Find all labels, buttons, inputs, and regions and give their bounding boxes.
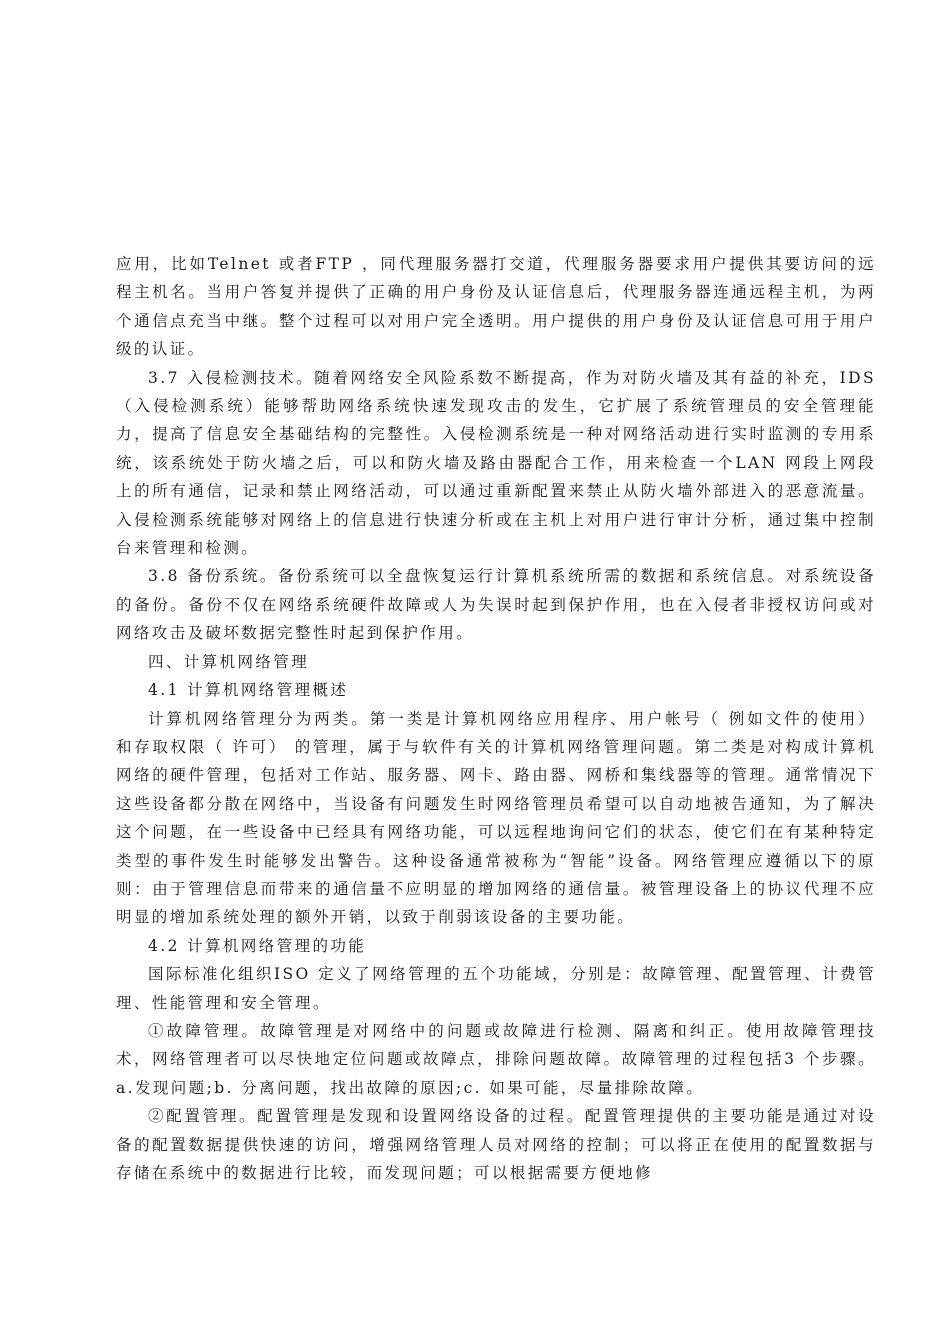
paragraph-3-7-intrusion-detection: 3.7 入侵检测技术。随着网络安全风险系数不断提高，作为对防火墙及其有益的补充，IDS （入侵检测系统）能够帮助网络系统快速发现攻击的发生，它扩展了系统管理员的安全管理能力，提高了信息安全基础结构的完整性。入侵检测系统是一种对网络活动进行实时监测的专用系统，该系统处于防火墙之后，可以和防火墙及路由器配合工作，用来检查一个LAN 网段上网段上的所有通信，记录和禁止网络活动，可以通过重新配置来禁止从防火墙外部进入的恶意流量。入侵检测系统能够对网络上的信息进行快速分析或在主机上对用户进行审计分析，通过集中控制台来管理和检测。 [116, 368, 876, 558]
paragraph-fault-management: ①故障管理。故障管理是对网络中的问题或故障进行检测、隔离和纠正。使用故障管理技术，网络管理者可以尽快地定位问题或故障点，排除问题故障。故障管理的过程包括3 个步骤。a.发现问题;b. 分离问题，找出故障的原因;c. 如果可能，尽量排除故障。 [116, 1021, 876, 1097]
paragraph-iso-functions: 国际标准化组织ISO 定义了网络管理的五个功能域，分别是：故障管理、配置管理、计费管理、性能管理和安全管理。 [116, 965, 876, 1012]
paragraph-3-8-backup-system: 3.8 备份系统。备份系统可以全盘恢复运行计算机系统所需的数据和系统信息。对系统设备的备份。备份不仅在网络系统硬件故障或人为失误时起到保护作用，也在入侵者非授权访问或对网络攻击及破坏数据完整性时起到保护作用。 [116, 567, 876, 643]
paragraph-4-1-overview: 计算机网络管理分为两类。第一类是计算机网络应用程序、用户帐号（ 例如文件的使用） 和存取权限（ 许可） 的管理，属于与软件有关的计算机网络管理问题。第二类是对构成计算机网络的硬件管理，包括对工作站、服务器、网卡、路由器、网桥和集线器等的管理。通常情况下这些设备都分散在网络中，当设备有问题发生时网络管理员希望可以自动地被告通知，为了解决这个问题，在一些设备中已经具有网络功能，可以远程地询问它们的状态，使它们在有某种特定类型的事件发生时能够发出警告。这种设备通常被称为“智能”设备。网络管理应遵循以下的原则：由于管理信息而带来的通信量不应明显的增加网络的通信量。被管理设备上的协议代理不应明显的增加系统处理的额外开销，以致于削弱该设备的主要功能。 [116, 709, 876, 927]
paragraph-proxy-continuation: 应用，比如Telnet 或者FTP ，同代理服务器打交道，代理服务器要求用户提供其要访问的远程主机名。当用户答复并提供了正确的用户身份及认证信息后，代理服务器连通远程主机，为两个通信点充当中继。整个过程可以对用户完全透明。用户提供的用户身份及认证信息可用于用户级的认证。 [116, 255, 876, 359]
subsection-heading-4-2: 4.2 计算机网络管理的功能 [148, 936, 367, 955]
subsection-heading-4-1: 4.1 计算机网络管理概述 [148, 681, 349, 700]
section-heading-4: 四、计算机网络管理 [148, 652, 310, 671]
paragraph-config-management: ②配置管理。配置管理是发现和设置网络设备的过程。配置管理提供的主要功能是通过对设备的配置数据提供快速的访问，增强网络管理人员对网络的控制；可以将正在使用的配置数据与存储在系统中的数据进行比较，而发现问题；可以根据需要方便地修 [116, 1107, 876, 1182]
document-page [116, 250, 876, 1187]
